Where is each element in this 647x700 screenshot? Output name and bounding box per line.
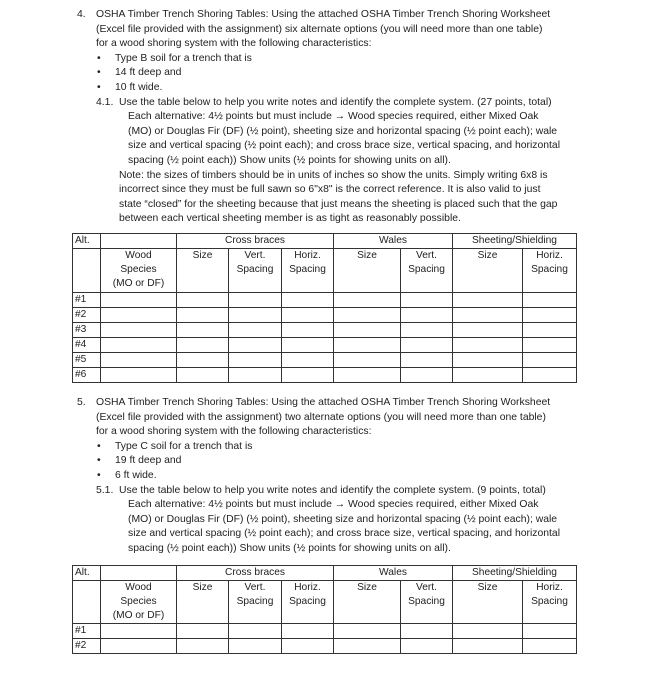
answer-cell[interactable] — [229, 368, 282, 383]
question-4-table — [72, 233, 577, 383]
header-text: Size — [357, 582, 377, 593]
table-row — [73, 293, 577, 308]
alt-number: #5 — [73, 353, 101, 368]
answer-cell[interactable] — [334, 308, 401, 323]
answer-cell[interactable] — [453, 323, 523, 338]
wales-subheader — [334, 249, 401, 293]
answer-cell[interactable] — [229, 323, 282, 338]
subquestion-number: 4.1. — [96, 96, 114, 108]
header-text: Species — [120, 264, 157, 275]
answer-cell[interactable] — [282, 308, 334, 323]
header-text: Spacing — [289, 596, 326, 607]
bullet-icon: • — [97, 440, 101, 452]
alt-number: #6 — [73, 368, 101, 383]
question-5-table — [72, 565, 577, 654]
header-text: Spacing — [289, 264, 326, 275]
header-text: Spacing — [236, 596, 274, 607]
header-text: Vert. — [244, 250, 266, 261]
header-text: Size — [477, 582, 498, 593]
cross-brace-subheader — [282, 581, 334, 624]
answer-cell[interactable] — [229, 353, 282, 368]
answer-cell[interactable] — [401, 353, 453, 368]
answer-cell[interactable] — [101, 368, 177, 383]
answer-cell[interactable] — [334, 338, 401, 353]
answer-cell[interactable] — [177, 353, 229, 368]
question-text-line: OSHA Timber Trench Shoring Tables: Using the attached OSHA Timber Trench Shoring Worksheet — [96, 9, 551, 20]
blank-header — [101, 566, 177, 581]
sheeting-subheader — [453, 249, 523, 293]
answer-cell[interactable] — [282, 368, 334, 383]
header-text: Size — [192, 582, 213, 593]
answer-cell[interactable] — [453, 639, 523, 654]
answer-cell[interactable] — [229, 293, 282, 308]
bullet-icon: • — [97, 52, 101, 64]
header-text: Horiz. — [294, 250, 321, 261]
table-row — [73, 338, 577, 353]
alt-header: Alt. — [73, 566, 101, 581]
answer-cell[interactable] — [523, 624, 577, 639]
wales-subheader — [334, 581, 401, 624]
bullet-icon: • — [97, 470, 101, 481]
grading-text-line: (MO) or Douglas Fir (DF) (½ point), sheeting size and horizontal spacing (½ point each); wale — [128, 513, 558, 525]
answer-cell[interactable] — [229, 308, 282, 323]
question-text-line: OSHA Timber Trench Shoring Tables: Using the attached OSHA Timber Trench Shoring Worksheet — [96, 397, 551, 408]
answer-cell[interactable] — [282, 353, 334, 368]
answer-cell[interactable] — [334, 323, 401, 338]
header-text: Wood — [125, 582, 152, 593]
grading-text-line: spacing (½ point each)) Show units (½ points for showing units on all). — [128, 155, 451, 166]
answer-cell[interactable] — [101, 293, 177, 308]
sheeting-subheader — [453, 581, 523, 624]
answer-cell[interactable] — [453, 308, 523, 323]
answer-cell[interactable] — [401, 293, 453, 308]
grading-text-line: spacing (½ point each)) Show units (½ points for showing units on all). — [128, 543, 451, 554]
bullet-item: 6 ft wide. — [115, 470, 157, 481]
wales-header: Wales — [334, 566, 453, 581]
header-text: Horiz. — [294, 582, 321, 593]
table-row — [73, 323, 577, 338]
alt-number: #1 — [73, 293, 101, 308]
answer-cell[interactable] — [101, 338, 177, 353]
answer-cell[interactable] — [177, 639, 229, 654]
answer-cell[interactable] — [177, 293, 229, 308]
answer-cell[interactable] — [177, 624, 229, 639]
grading-text-line: (MO) or Douglas Fir (DF) (½ point), sheeting size and horizontal spacing (½ point each); wale — [128, 125, 558, 137]
note-text-line: between each vertical sheeting member is as tight as reasonably possible. — [119, 213, 461, 225]
cross-brace-subheader — [282, 249, 334, 293]
note-text-line: incorrect since they must be full sawn so 6"x8" is the correct reference. It is also valid to just — [119, 184, 541, 196]
bullet-item: Type C soil for a trench that is — [115, 440, 253, 452]
answer-cell[interactable] — [229, 639, 282, 654]
cross-brace-subheader — [177, 581, 229, 624]
answer-cell[interactable] — [101, 639, 177, 654]
header-text: Size — [357, 250, 377, 261]
header-text: Spacing — [408, 596, 445, 607]
bullet-icon: • — [97, 67, 101, 79]
answer-cell[interactable] — [401, 368, 453, 383]
answer-cell[interactable] — [282, 323, 334, 338]
cross-brace-subheader — [177, 249, 229, 293]
blank-header — [101, 234, 177, 249]
header-text: (MO or DF) — [112, 610, 165, 621]
answer-cell[interactable] — [177, 368, 229, 383]
bullet-item: Type B soil for a trench that is — [115, 52, 252, 64]
note-text-line: state “closed” for the sheeting because that just means the sheeting is placed such that the gap — [119, 198, 558, 210]
sheeting-subheader — [523, 581, 577, 624]
grading-text-line: size and vertical spacing (½ point each); and cross brace size, vertical spacing, and horizontal — [128, 528, 561, 540]
table-row — [73, 308, 577, 323]
answer-cell[interactable] — [334, 639, 401, 654]
cross-braces-header: Cross braces — [177, 566, 334, 581]
subquestion-text: Use the table below to help you write notes and identify the complete system. (9 points, total) — [119, 484, 546, 496]
answer-cell[interactable] — [453, 368, 523, 383]
answer-cell[interactable] — [523, 639, 577, 654]
answer-cell[interactable] — [453, 293, 523, 308]
answer-cell[interactable] — [334, 293, 401, 308]
header-text: Species — [120, 596, 157, 607]
grading-text-line: size and vertical spacing (½ point each); and cross brace size, vertical spacing, and horizontal — [128, 140, 561, 152]
question-number: 5. — [77, 397, 86, 408]
answer-cell[interactable] — [401, 338, 453, 353]
answer-cell[interactable] — [282, 639, 334, 654]
answer-cell[interactable] — [101, 624, 177, 639]
sheeting-subheader — [523, 249, 577, 293]
question-text-line: (Excel file provided with the assignment) two alternate options (you will need more than one table) — [96, 411, 546, 423]
header-text: Vert. — [416, 250, 437, 261]
cross-brace-subheader — [229, 581, 282, 624]
answer-cell[interactable] — [334, 353, 401, 368]
answer-cell[interactable] — [282, 293, 334, 308]
answer-cell[interactable] — [401, 323, 453, 338]
grading-text-line: Each alternative: 4½ points but must include → Wood species required, either Mixed Oak — [128, 111, 539, 123]
header-text: Spacing — [236, 264, 274, 275]
cross-braces-header: Cross braces — [177, 234, 334, 249]
wales-subheader — [401, 249, 453, 293]
answer-cell[interactable] — [101, 308, 177, 323]
answer-cell[interactable] — [401, 639, 453, 654]
answer-cell[interactable] — [334, 624, 401, 639]
answer-cell[interactable] — [177, 338, 229, 353]
answer-cell[interactable] — [523, 323, 577, 338]
answer-cell[interactable] — [523, 368, 577, 383]
note-text-line: Note: the sizes of timbers should be in units of inches so show the units. Simply writing 6x8 is — [119, 169, 548, 181]
answer-cell[interactable] — [177, 323, 229, 338]
alt-number: #3 — [73, 323, 101, 338]
answer-cell[interactable] — [401, 308, 453, 323]
alt-number: #1 — [73, 624, 101, 639]
question-text-line: (Excel file provided with the assignment) six alternate options (you will need more than one table) — [96, 23, 543, 35]
header-text: Spacing — [408, 264, 445, 275]
wood-species-header — [101, 581, 177, 624]
header-text: Horiz. — [536, 250, 563, 261]
wales-subheader — [401, 581, 453, 624]
answer-cell[interactable] — [229, 338, 282, 353]
bullet-item: 14 ft deep and — [115, 67, 182, 79]
answer-cell[interactable] — [453, 624, 523, 639]
question-text-line: for a wood shoring system with the following characteristics: — [96, 38, 372, 50]
answer-cell[interactable] — [453, 338, 523, 353]
answer-cell[interactable] — [523, 353, 577, 368]
subquestion-text: Use the table below to help you write notes and identify the complete system. (27 points, total) — [119, 96, 552, 108]
answer-cell[interactable] — [523, 308, 577, 323]
header-text: Spacing — [531, 596, 568, 607]
answer-cell[interactable] — [101, 353, 177, 368]
table-row — [73, 624, 577, 639]
table-row — [73, 353, 577, 368]
answer-cell[interactable] — [101, 323, 177, 338]
alt-subheader — [73, 581, 101, 624]
header-text: Horiz. — [536, 582, 563, 593]
answer-cell[interactable] — [401, 624, 453, 639]
header-text: Size — [477, 250, 498, 261]
answer-cell[interactable] — [523, 338, 577, 353]
alt-number: #4 — [73, 338, 101, 353]
subquestion-number: 5.1. — [96, 484, 114, 496]
sheeting-header: Sheeting/Shielding — [453, 234, 577, 249]
alt-number: #2 — [73, 639, 101, 654]
wales-header: Wales — [334, 234, 453, 249]
question-number: 4. — [77, 9, 86, 20]
sheeting-header: Sheeting/Shielding — [453, 566, 577, 581]
answer-cell[interactable] — [229, 624, 282, 639]
question-text-line: for a wood shoring system with the following characteristics: — [96, 426, 372, 438]
cross-brace-subheader — [229, 249, 282, 293]
answer-cell[interactable] — [334, 368, 401, 383]
bullet-icon: • — [97, 82, 101, 93]
bullet-item: 10 ft wide. — [115, 82, 163, 93]
table-row — [73, 368, 577, 383]
wood-species-header — [101, 249, 177, 293]
answer-cell[interactable] — [282, 338, 334, 353]
bullet-item: 19 ft deep and — [115, 455, 182, 467]
header-text: Wood — [125, 250, 152, 261]
header-text: Vert. — [416, 582, 437, 593]
alt-header: Alt. — [73, 234, 101, 249]
answer-cell[interactable] — [282, 624, 334, 639]
answer-cell[interactable] — [453, 353, 523, 368]
grading-text-line: Each alternative: 4½ points but must include → Wood species required, either Mixed Oak — [128, 499, 539, 511]
alt-number: #2 — [73, 308, 101, 323]
answer-cell[interactable] — [177, 308, 229, 323]
header-text: Size — [192, 250, 213, 261]
header-text: (MO or DF) — [112, 278, 165, 289]
answer-cell[interactable] — [523, 293, 577, 308]
bullet-icon: • — [97, 455, 101, 467]
alt-subheader — [73, 249, 101, 293]
header-text: Vert. — [244, 582, 266, 593]
table-row — [73, 639, 577, 654]
header-text: Spacing — [531, 264, 568, 275]
